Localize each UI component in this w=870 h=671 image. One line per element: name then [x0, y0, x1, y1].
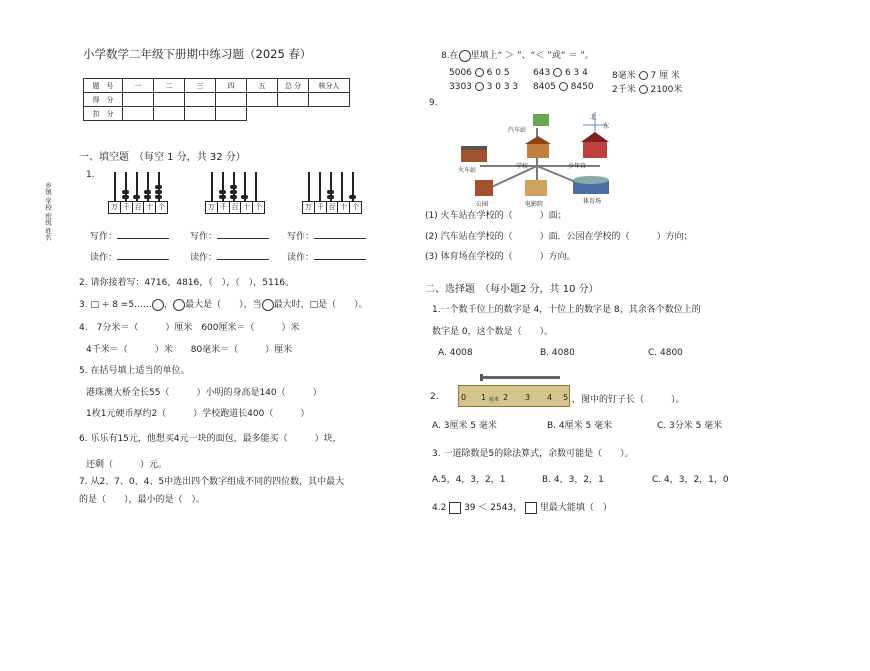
choice3: 3. 一道除数是5的除法算式，余数可能是（ ）。	[432, 449, 634, 459]
compare-circle[interactable]	[639, 71, 648, 80]
abacus-2	[205, 172, 265, 214]
q8: 8.在 里填上“ ＞ ”、“＜ ”或“ ＝ ”。	[441, 51, 594, 61]
school-icon	[525, 136, 551, 158]
q5-line1: 港珠澳大桥全长55（ ）小明的身高是140（ ）	[86, 388, 322, 398]
score-header-cell: 一	[123, 79, 154, 93]
q9-part1: (1) 火车站在学校的（ ）面；	[425, 211, 567, 221]
map-school-label: 学校	[516, 163, 529, 170]
map-park-label: 公园	[476, 201, 489, 208]
choice1-option-a[interactable]: A. 4008	[438, 348, 473, 358]
score-cell[interactable]	[154, 93, 185, 107]
score-header-cell: 题 号	[84, 79, 123, 93]
score-cell[interactable]	[278, 93, 309, 107]
youth-palace-icon	[581, 132, 609, 158]
ruler-icon: 0 1 2 3 4 5 厘米	[458, 385, 570, 407]
score-table-row	[84, 107, 350, 121]
write-field-3[interactable]: 写作：	[287, 229, 366, 242]
choice1-line2: 数字是 0，这个数是（ ）。	[432, 327, 554, 337]
read-field-1[interactable]: 读作：	[90, 250, 169, 263]
circle-icon	[173, 299, 185, 311]
margin-student-info: 乡镇 学校 班级 姓名	[44, 182, 52, 241]
score-header-cell: 核分人	[309, 79, 350, 93]
q1-number: 1.	[86, 170, 95, 180]
compare-circle[interactable]	[553, 68, 562, 77]
choice1-option-c[interactable]: C. 4800	[648, 348, 683, 358]
choice1-option-b[interactable]: B. 4080	[540, 348, 575, 358]
train-station-icon	[461, 146, 487, 162]
q9-part2: (2) 汽车站在学校的（ ）面．公园在学校的（ ）方向；	[425, 232, 693, 242]
q8-item: 5006 6 0 5	[449, 68, 510, 78]
q4-line2: 4千米＝（ ）米 80毫米＝（ ）厘米	[86, 345, 293, 355]
score-header-cell: 三	[185, 79, 216, 93]
compare-circle[interactable]	[475, 82, 484, 91]
choice2-number: 2.	[430, 392, 439, 402]
map-east-label: 东	[603, 123, 610, 130]
map-stadium-label: 体育场	[583, 198, 602, 205]
direction-map	[455, 108, 620, 208]
q5-line2: 1枚1元硬币厚约2（ ）学校跑道长400（ ）	[86, 409, 310, 419]
q4-line1: 4. 7分米＝（ ）厘米 600厘米＝（ ）米	[79, 323, 300, 333]
abacus-place-labels: 万 千 百 十 个	[302, 201, 362, 214]
map-youth-palace-label: 少年宫	[568, 163, 587, 170]
section1-heading: 一、填空题 （每空 1 分，共 32 分）	[79, 152, 246, 163]
write-field-2[interactable]: 写作：	[190, 229, 269, 242]
q9-number: 9.	[429, 98, 438, 108]
compare-circle[interactable]	[639, 85, 648, 94]
page-title: 小学数学二年级下册期中练习题（2025 春）	[83, 47, 312, 61]
q8-item: 3303 3 0 3 3	[449, 82, 519, 92]
choice4: 4.2 39 ＜ 2543， 里最大能填（ ）	[432, 503, 612, 513]
section2-heading: 二、选择题 （每小题2 分，共 10 分）	[425, 284, 599, 295]
stadium-icon	[573, 176, 609, 194]
score-cell-empty	[309, 107, 350, 121]
map-cinema-label: 电影院	[525, 201, 544, 208]
choice2-option-a[interactable]: A. 3厘米 5 毫米	[432, 421, 497, 431]
circle-icon	[262, 299, 274, 311]
choice3-option-a[interactable]: A.5，4，3，2，1	[432, 475, 506, 485]
choice3-option-b[interactable]: B. 4，3，2，1	[542, 475, 604, 485]
abacus-1	[108, 172, 168, 214]
score-cell[interactable]	[123, 107, 154, 121]
q9-part3: (3) 体育场在学校的（ ）方向。	[425, 252, 576, 262]
q8-item: 8405 8450	[533, 82, 594, 92]
q2: 2. 请你接着写：4716，4816，（ ），（ ），5116。	[79, 278, 295, 288]
q8-item: 643 6 3 4	[533, 68, 588, 78]
blank-square[interactable]	[449, 502, 461, 514]
map-bus-station-label: 汽车站	[508, 127, 527, 134]
score-cell[interactable]	[154, 107, 185, 121]
score-cell-empty	[278, 107, 309, 121]
score-table	[83, 78, 350, 121]
q6-line2: 还剩（ ）元。	[86, 460, 168, 470]
abacus-place-labels: 万 千 百 十 个	[205, 201, 265, 214]
abacus-3	[302, 172, 362, 214]
score-cell[interactable]	[185, 107, 216, 121]
score-row-label: 得 分	[84, 93, 123, 107]
score-cell[interactable]	[123, 93, 154, 107]
score-table-row	[84, 93, 350, 107]
score-cell[interactable]	[216, 93, 247, 107]
circle-icon	[152, 299, 164, 311]
score-table-header-row	[84, 79, 350, 93]
blank-square[interactable]	[525, 502, 537, 514]
read-field-2[interactable]: 读作：	[190, 250, 269, 263]
q5: 5. 在括号填上适当的单位。	[79, 366, 190, 376]
q8-item: 8毫米 7 厘 米	[612, 71, 680, 81]
read-field-3[interactable]: 读作：	[287, 250, 366, 263]
choice2-option-c[interactable]: C. 3分米 5 毫米	[657, 421, 723, 431]
write-field-1[interactable]: 写作：	[90, 229, 169, 242]
score-header-cell: 二	[154, 79, 185, 93]
compare-circle[interactable]	[559, 82, 568, 91]
score-row-label: 扣 分	[84, 107, 123, 121]
score-cell[interactable]	[247, 93, 278, 107]
q6-line1: 6. 乐乐有15元，他想买4元一块的面包，最多能买（ ）块，	[79, 434, 342, 444]
park-icon	[475, 180, 493, 196]
choice1-line1: 1.一个数千位上的数字是 4，十位上的数字是 8，其余各个数位上的	[432, 305, 701, 315]
score-cell[interactable]	[185, 93, 216, 107]
q3: 3. □ ÷ 8 =5…… ， 最大是（ ），当 最大时，□是（ ）。	[79, 300, 368, 310]
choice2-option-b[interactable]: B. 4厘米 5 毫米	[547, 421, 613, 431]
q7-line2: 的是（ ），最小的是（ ）。	[79, 495, 206, 505]
compare-circle[interactable]	[475, 68, 484, 77]
score-header-cell: 四	[216, 79, 247, 93]
nail-icon	[482, 376, 560, 379]
score-header-cell: 五	[247, 79, 278, 93]
bus-station-icon	[533, 114, 549, 126]
choice2-text: ，图中的钉子长（ ）。	[572, 395, 685, 405]
q7-line1: 7. 从2、7、0、4、5中选出四个数字组成不同的四位数，其中最大	[79, 477, 345, 487]
score-cell[interactable]	[309, 93, 350, 107]
score-cell-empty	[247, 107, 278, 121]
score-header-cell: 总 分	[278, 79, 309, 93]
circle-icon	[459, 50, 471, 62]
map-north-label: 北	[590, 114, 597, 121]
abacus-place-labels: 万 千 百 十 个	[108, 201, 168, 214]
map-train-station-label: 火车站	[458, 167, 477, 174]
choice3-option-c[interactable]: C. 4，3，2，1，0	[652, 475, 729, 485]
score-cell[interactable]	[216, 107, 247, 121]
q8-item: 2千米 2100米	[612, 85, 683, 95]
cinema-icon	[525, 180, 547, 196]
